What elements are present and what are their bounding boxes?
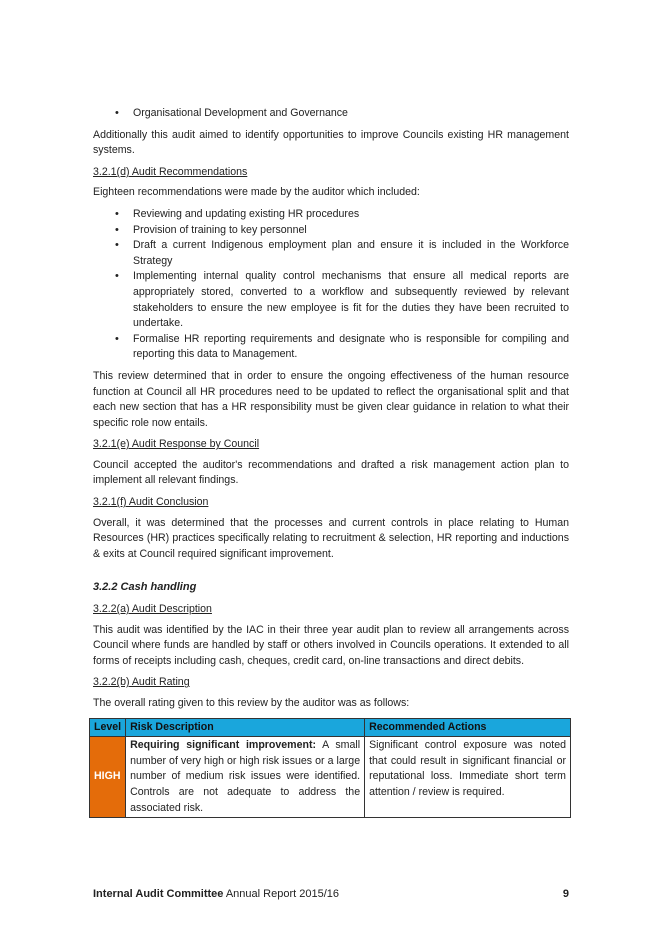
table-header-row	[90, 718, 571, 737]
level-cell: HIGH	[90, 737, 126, 818]
response-heading: 3.2.1(e) Audit Response by Council	[93, 438, 260, 451]
response-text: Council accepted the auditor's recommendations and drafted a risk management action plan to implement all relevant findings.	[93, 458, 569, 487]
page-footer	[93, 888, 569, 900]
conclusion-heading: 3.2.1(f) Audit Conclusion	[93, 496, 209, 509]
footer-committee: Internal Audit Committee	[93, 888, 224, 900]
recommendations-closing: This review determined that in order to ensure the ongoing effectiveness of the human resource function at Council all HR procedures need to be updated to reflect the organisational split and that each new section that has a HR responsibility must be given clear guidance in relation to what their specific role now entails.	[93, 369, 569, 429]
risk-bold-text: Requiring significant improvement:	[130, 739, 317, 752]
risk-text: A small number of very high or high risk issues or a large number of medium risk issues were identified. Controls are not adequate to address the associated risk.	[130, 739, 361, 814]
list-item: • Draft a current Indigenous employment plan and ensure it is included in the Workforce Strategy	[93, 238, 569, 269]
header-risk-description: Risk Description	[126, 718, 365, 737]
cash-handling-title: 3.2.2 Cash handling	[93, 581, 197, 594]
list-item: • Provision of training to key personnel	[93, 223, 569, 239]
recommendations-intro: Eighteen recommendations were made by the auditor which included:	[93, 186, 420, 199]
list-item: • Reviewing and updating existing HR procedures	[93, 207, 569, 223]
page-number: 9	[562, 888, 569, 900]
list-item: • Organisational Development and Governance	[93, 106, 569, 122]
cash-rating-intro: The overall rating given to this review by the auditor was as follows:	[93, 697, 410, 709]
recommendations-list	[93, 207, 569, 363]
top-bullet-list	[93, 106, 569, 122]
list-item: • Formalise HR reporting requirements and designate who is responsible for compiling and reporting this data to Management.	[93, 332, 569, 363]
cash-rating-heading: 3.2.2(b) Audit Rating	[93, 676, 190, 689]
cash-description-heading: 3.2.2(a) Audit Description	[93, 603, 212, 616]
header-level: Level	[90, 718, 126, 737]
footer-report: Annual Report 2015/16	[223, 888, 339, 900]
rating-table	[89, 718, 571, 819]
intro-paragraph: Additionally this audit aimed to identify opportunities to improve Councils existing HR management systems.	[93, 128, 569, 157]
conclusion-text: Overall, it was determined that the processes and current controls in place relating to Human Resources (HR) practices specifically relating to recruitment & selection, HR reporting and inductions & exits at Council required significant improvement.	[93, 516, 569, 560]
recommendations-heading: 3.2.1(d) Audit Recommendations	[93, 165, 248, 178]
list-item: • Implementing internal quality control mechanisms that ensure all medical reports are appropriately stored, converted to a workflow and subsequently reviewed by relevant stakeholders to ensure the new employee is fit for the duties they have been recruited to undertake.	[93, 269, 569, 331]
table-row	[90, 737, 571, 818]
page-content	[93, 106, 569, 818]
header-recommended-actions: Recommended Actions	[365, 718, 571, 737]
cash-description-text: This audit was identified by the IAC in their three year audit plan to review all arrangements across Council where funds are handled by staff or others involved in Councils operations. It extended to all forms of receipts including cash, cheques, credit card, on-line transactions and direct debits.	[93, 623, 569, 667]
risk-description-cell	[126, 737, 365, 818]
recommended-action-cell: Significant control exposure was noted that could result in significant financial or reputational loss. Immediate short term attention / review is required.	[365, 737, 571, 818]
